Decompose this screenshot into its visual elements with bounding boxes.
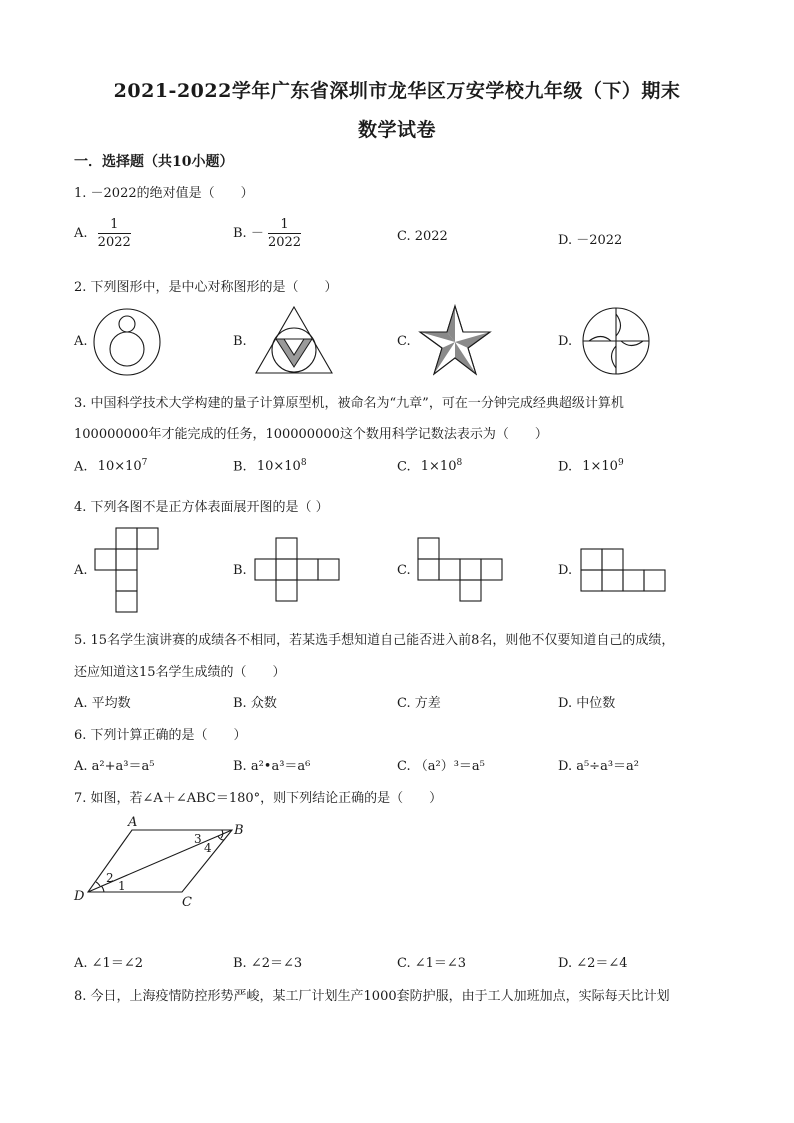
- q2-option-d-label: D.: [558, 334, 573, 349]
- q2-figure-a: [92, 307, 162, 377]
- q3-a-label: A.: [74, 459, 88, 475]
- q6-option-c: C. （a²）³＝a⁵: [397, 759, 485, 774]
- q2-option-c-label: C.: [397, 334, 411, 349]
- q3-b-label: B.: [233, 459, 247, 475]
- section-heading: 一．选择题（共10小题）: [74, 154, 234, 170]
- q2-figure-c: [418, 304, 492, 376]
- q1-a-label: A.: [74, 226, 88, 241]
- q1-b-denominator: 2022: [267, 235, 302, 250]
- q4-stem: 4. 下列各图不是正方体表面展开图的是（ ）: [74, 500, 329, 515]
- q3-d-label: D.: [558, 459, 573, 475]
- q1-a-denominator: 2022: [97, 235, 131, 250]
- q2-option-a-label: A.: [74, 334, 88, 349]
- q5-option-b: B. 众数: [233, 696, 277, 711]
- q3-a-base: 10×10: [97, 459, 142, 475]
- q3-option-a: [74, 458, 147, 474]
- q8-stem: 8. 今日，上海疫情防控形势严峻，某工厂计划生产1000套防护服，由于工人加班加点，实际每天比计划: [74, 989, 670, 1004]
- q1-stem: 1. －2022的绝对值是（ ）: [74, 186, 254, 201]
- q6-option-b: B. a²•a³＝a⁶: [233, 759, 311, 774]
- q7-angle-2: 2: [106, 871, 114, 885]
- q6-option-a: A. a²+a³＝a⁵: [74, 759, 155, 774]
- q2-option-b-label: B.: [233, 334, 247, 349]
- q1-b-numerator: 1: [268, 217, 301, 234]
- q4-option-b-label: B.: [233, 563, 247, 578]
- q1-b-sign: －: [250, 226, 264, 241]
- q2-stem: 2. 下列图形中，是中心对称图形的是（ ）: [74, 280, 338, 295]
- q7-option-b: B. ∠2＝∠3: [233, 956, 303, 971]
- q3-option-b: [233, 458, 307, 474]
- q7-stem: 7. 如图，若∠A＋∠ABC＝180°，则下列结论正确的是（ ）: [74, 791, 443, 806]
- q3-b-base: 10×10: [256, 459, 301, 475]
- q3-d-base: 1×10: [582, 459, 618, 475]
- page-subtitle: 数学试卷: [357, 119, 436, 141]
- q5-option-a: A. 平均数: [74, 696, 131, 711]
- q6-stem: 6. 下列计算正确的是（ ）: [74, 728, 247, 743]
- q3-c-exponent: 8: [456, 458, 463, 468]
- q5-option-c: C. 方差: [397, 696, 441, 711]
- q3-option-c: [397, 458, 462, 474]
- q4-net-d: [580, 548, 668, 594]
- q1-option-b: [233, 217, 301, 250]
- q5-stem-line2: 还应知道这15名学生成绩的（ ）: [74, 665, 286, 680]
- q4-net-a: [94, 527, 160, 613]
- q7-parallelogram-figure: [70, 812, 270, 912]
- q1-b-fraction: [268, 217, 301, 250]
- q1-b-label: B.: [233, 226, 247, 241]
- q2-figure-b: [254, 305, 334, 377]
- q4-option-c-label: C.: [397, 563, 411, 578]
- q7-angle-3: 3: [194, 832, 202, 846]
- q3-d-exponent: 9: [617, 458, 624, 468]
- q7-label-d: D: [74, 889, 85, 904]
- q3-a-exponent: 7: [141, 458, 148, 468]
- q4-option-d-label: D.: [558, 563, 573, 578]
- q5-stem-line1: 5. 15名学生演讲赛的成绩各不相同，若某选手想知道自己能否进入前8名，则他不仅要知道自己的成绩，: [74, 633, 675, 648]
- q4-net-b: [254, 537, 342, 603]
- q1-a-numerator: 1: [98, 217, 131, 234]
- q7-label-c: C: [182, 895, 192, 910]
- q6-option-d: D. a⁵÷a³＝a²: [558, 759, 640, 774]
- q7-option-d: D. ∠2＝∠4: [558, 956, 628, 971]
- q7-angle-1: 1: [118, 879, 126, 893]
- q3-option-d: [558, 458, 624, 474]
- q3-stem-line1: 3. 中国科学技术大学构建的量子计算原型机，被命名为“九章”，可在一分钟完成经典超级计算机: [74, 396, 624, 411]
- q7-label-a: A: [128, 815, 138, 830]
- q7-label-b: B: [234, 823, 244, 838]
- q5-option-d: D. 中位数: [558, 696, 616, 711]
- q1-option-a: [74, 217, 131, 250]
- q4-net-c: [417, 537, 505, 603]
- q1-option-d: D. －2022: [558, 233, 623, 248]
- q3-c-label: C.: [397, 459, 411, 475]
- q1-a-fraction: [98, 217, 131, 250]
- q1-option-c: C. 2022: [397, 229, 448, 244]
- q3-b-exponent: 8: [300, 458, 307, 468]
- q2-figure-d: [581, 306, 651, 376]
- q7-option-a: A. ∠1＝∠2: [74, 956, 143, 971]
- q7-option-c: C. ∠1＝∠3: [397, 956, 467, 971]
- page-title: 2021-2022学年广东省深圳市龙华区万安学校九年级（下）期末: [113, 80, 681, 102]
- q7-angle-4: 4: [204, 841, 212, 855]
- q4-option-a-label: A.: [74, 563, 88, 578]
- q3-stem-line2: 100000000年才能完成的任务，100000000这个数用科学记数法表示为（ ）: [74, 427, 548, 442]
- q3-c-base: 1×10: [420, 459, 457, 475]
